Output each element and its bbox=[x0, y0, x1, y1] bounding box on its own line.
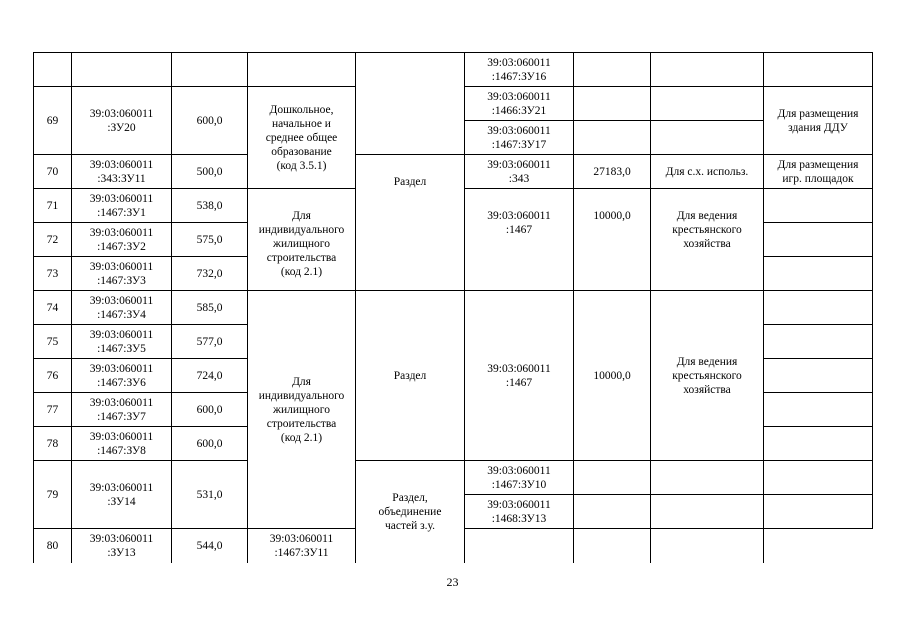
purpose bbox=[764, 359, 873, 393]
source-area bbox=[465, 529, 574, 563]
permitted-use: Для индивидуального жилищного строительства (код 2.1) bbox=[248, 291, 356, 529]
formation-method: Раздел, объединение частей з.у. bbox=[356, 461, 465, 563]
plot-area: 531,0 bbox=[172, 461, 248, 529]
plot-area: 600,0 bbox=[172, 87, 248, 155]
source-use bbox=[651, 495, 764, 529]
row-number: 80 bbox=[34, 529, 72, 563]
land-plots-table bbox=[33, 52, 873, 563]
purpose bbox=[764, 325, 873, 359]
row-number: 76 bbox=[34, 359, 72, 393]
source-cadastral: 39:03:060011 :1467 bbox=[465, 291, 574, 461]
source-area: 10000,0 bbox=[574, 189, 651, 291]
cadastral-number: 39:03:060011 :1467:ЗУ3 bbox=[72, 257, 172, 291]
cadastral-number: 39:03:060011 :1467:ЗУ5 bbox=[72, 325, 172, 359]
cadastral-number: 39:03:060011 :1467:ЗУ6 bbox=[72, 359, 172, 393]
row-number: 79 bbox=[34, 461, 72, 529]
permitted-use: Дошкольное, начальное и среднее общее образование (код 3.5.1) bbox=[248, 87, 356, 189]
plot-area: 577,0 bbox=[172, 325, 248, 359]
source-cadastral: 39:03:060011 :343 bbox=[465, 155, 574, 189]
row-number: 70 bbox=[34, 155, 72, 189]
page-number: 23 bbox=[446, 575, 459, 589]
cadastral-number: 39:03:060011 :1467:ЗУ2 bbox=[72, 223, 172, 257]
row-number: 71 bbox=[34, 189, 72, 223]
table-row bbox=[34, 291, 873, 325]
source-use: Для ведения крестьянского хозяйства bbox=[651, 291, 764, 461]
source-cadastral: 39:03:060011 :1467 bbox=[465, 189, 574, 291]
purpose bbox=[764, 223, 873, 257]
source-area: 10000,0 bbox=[574, 291, 651, 461]
row-number bbox=[34, 53, 72, 87]
row-number: 78 bbox=[34, 427, 72, 461]
source-use: Для с.х. использ. bbox=[651, 155, 764, 189]
table-row bbox=[34, 155, 873, 189]
purpose bbox=[764, 495, 873, 529]
plot-area: 600,0 bbox=[172, 393, 248, 427]
purpose bbox=[764, 393, 873, 427]
source-cadastral: 39:03:060011 :1467:ЗУ17 bbox=[465, 121, 574, 155]
plot-area: 500,0 bbox=[172, 155, 248, 189]
table-row bbox=[34, 53, 873, 87]
source-use bbox=[651, 87, 764, 121]
source-use bbox=[651, 121, 764, 155]
purpose bbox=[764, 189, 873, 223]
row-number: 75 bbox=[34, 325, 72, 359]
cadastral-number: 39:03:060011 :1467:ЗУ7 bbox=[72, 393, 172, 427]
formation-method: Раздел bbox=[356, 155, 465, 291]
plot-area: 585,0 bbox=[172, 291, 248, 325]
permitted-use: Для индивидуального жилищного строительства (код 2.1) bbox=[248, 189, 356, 291]
source-area bbox=[574, 461, 651, 495]
purpose bbox=[651, 529, 764, 563]
cadastral-number: 39:03:060011 :1467:ЗУ8 bbox=[72, 427, 172, 461]
purpose: Для размещения здания ДДУ bbox=[764, 87, 873, 155]
plot-area: 732,0 bbox=[172, 257, 248, 291]
row-number: 69 bbox=[34, 87, 72, 155]
purpose bbox=[764, 291, 873, 325]
source-cadastral: 39:03:060011 :1467:ЗУ10 bbox=[465, 461, 574, 495]
purpose: Для размещения игр. площадок bbox=[764, 155, 873, 189]
cadastral-number: 39:03:060011 :1467:ЗУ4 bbox=[72, 291, 172, 325]
cadastral-number: 39:03:060011 :ЗУ14 bbox=[72, 461, 172, 529]
purpose bbox=[764, 461, 873, 495]
source-area bbox=[574, 121, 651, 155]
source-cadastral: 39:03:060011 :1467:ЗУ16 bbox=[465, 53, 574, 87]
formation-method bbox=[356, 53, 465, 155]
source-cadastral: 39:03:060011 :1466:ЗУ21 bbox=[465, 87, 574, 121]
source-area: 27183,0 bbox=[574, 155, 651, 189]
purpose bbox=[764, 427, 873, 461]
cadastral-number: 39:03:060011 :ЗУ20 bbox=[72, 87, 172, 155]
row-number: 74 bbox=[34, 291, 72, 325]
cadastral-number: 39:03:060011 :ЗУ13 bbox=[72, 529, 172, 563]
purpose bbox=[764, 53, 873, 87]
table-row bbox=[34, 461, 873, 495]
source-area bbox=[574, 53, 651, 87]
plot-area: 538,0 bbox=[172, 189, 248, 223]
row-number: 77 bbox=[34, 393, 72, 427]
plot-area: 600,0 bbox=[172, 427, 248, 461]
cadastral-number: 39:03:060011 :1467:ЗУ1 bbox=[72, 189, 172, 223]
source-use: Для ведения крестьянского хозяйства bbox=[651, 189, 764, 291]
plot-area: 575,0 bbox=[172, 223, 248, 257]
source-use bbox=[574, 529, 651, 563]
purpose bbox=[764, 257, 873, 291]
row-number: 72 bbox=[34, 223, 72, 257]
source-cadastral: 39:03:060011 :1467:ЗУ11 bbox=[248, 529, 356, 563]
cadastral-number: 39:03:060011 :343:ЗУ11 bbox=[72, 155, 172, 189]
source-area bbox=[574, 87, 651, 121]
cadastral-number bbox=[72, 53, 172, 87]
source-cadastral: 39:03:060011 :1468:ЗУ13 bbox=[465, 495, 574, 529]
plot-area: 544,0 bbox=[172, 529, 248, 563]
source-use bbox=[651, 461, 764, 495]
source-use bbox=[651, 53, 764, 87]
plot-area bbox=[172, 53, 248, 87]
source-area bbox=[574, 495, 651, 529]
formation-method: Раздел bbox=[356, 291, 465, 461]
permitted-use bbox=[248, 53, 356, 87]
row-number: 73 bbox=[34, 257, 72, 291]
plot-area: 724,0 bbox=[172, 359, 248, 393]
